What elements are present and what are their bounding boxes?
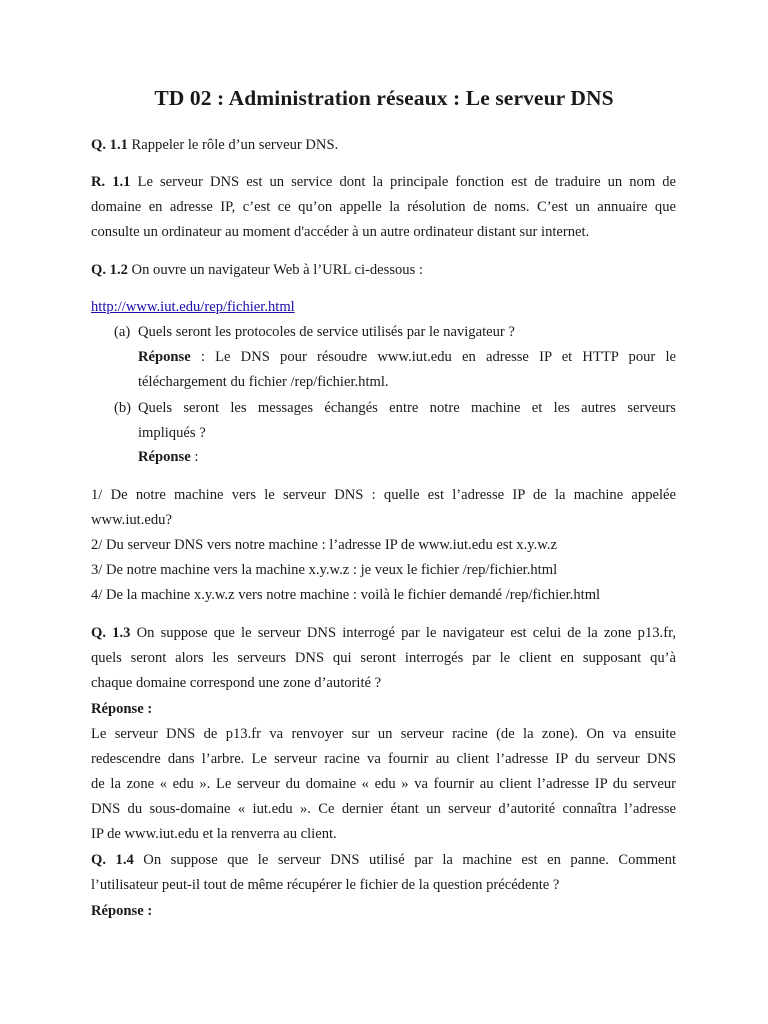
response-1-3-line-1: Le serveur DNS de p13.fr va renvoyer sur un serveur racine (de la zone). On va ensuite bbox=[91, 726, 676, 742]
question-1-2 bbox=[91, 261, 676, 279]
subquestion-b-response bbox=[138, 448, 676, 466]
question-text: Rappeler le rôle d’un serveur DNS. bbox=[127, 137, 339, 153]
question-label: Q. 1.4 bbox=[91, 852, 134, 868]
response-heading: Réponse : bbox=[91, 903, 153, 919]
subquestion-text: Quels seront les protocoles de service utilisés par le navigateur ? bbox=[138, 324, 515, 340]
question-label: Q. 1.1 bbox=[91, 137, 128, 153]
question-text: On suppose que le serveur DNS utilisé par la machine est en panne. Comment bbox=[133, 852, 676, 868]
answer-1-1-line-1 bbox=[91, 173, 676, 191]
question-1-3-line-3: chaque domaine correspond une zone d’autorité ? bbox=[91, 675, 382, 691]
step-3: 3/ De notre machine vers la machine x.y.w.z : je veux le fichier /rep/fichier.html bbox=[91, 562, 558, 578]
answer-1-1-line-2: domaine en adresse IP, c’est ce qu’on appelle la résolution de noms. C’est un annuaire que bbox=[91, 199, 676, 215]
list-marker: (b) bbox=[114, 400, 132, 416]
question-text: On ouvre un navigateur Web à l’URL ci-dessous : bbox=[127, 262, 423, 278]
step-2: 2/ Du serveur DNS vers notre machine : l’adresse IP de www.iut.edu est x.y.w.z bbox=[91, 537, 557, 553]
response-suffix: : bbox=[190, 449, 199, 465]
subquestion-a-response-line-1 bbox=[138, 348, 676, 366]
list-marker: (a) bbox=[114, 324, 131, 340]
response-heading: Réponse : bbox=[91, 701, 153, 717]
response-1-3-line-5: IP de www.iut.edu et la renverra au client. bbox=[91, 826, 337, 842]
url-line bbox=[91, 298, 676, 316]
subquestion-b-line-1: Quels seront les messages échangés entre notre machine et les autres serveurs bbox=[138, 400, 676, 416]
question-label: Q. 1.3 bbox=[91, 625, 131, 641]
subquestion-a-response-line-2: téléchargement du fichier /rep/fichier.html. bbox=[138, 374, 389, 390]
answer-1-1-line-3: consulte un ordinateur au moment d'accéder à un autre ordinateur distant sur internet. bbox=[91, 224, 590, 240]
answer-label: R. 1.1 bbox=[91, 174, 131, 190]
step-1-line-1: 1/ De notre machine vers le serveur DNS : quelle est l’adresse IP de la machine appelée bbox=[91, 487, 676, 503]
question-1-1 bbox=[91, 136, 676, 154]
question-1-3-line-2: quels seront alors les serveurs DNS qui seront interrogés par le client en supposant qu’à bbox=[91, 650, 676, 666]
step-1-line-2: www.iut.edu? bbox=[91, 512, 172, 528]
question-1-4-line-1 bbox=[91, 851, 676, 869]
question-1-3-line-1 bbox=[91, 624, 676, 642]
question-1-4-line-2: l’utilisateur peut-il tout de même récupérer le fichier de la question précédente ? bbox=[91, 877, 560, 893]
step-4: 4/ De la machine x.y.w.z vers notre machine : voilà le fichier demandé /rep/fichier.html bbox=[91, 587, 601, 603]
response-1-3-line-4: DNS du sous-domaine « iut.edu ». Ce dernier étant un serveur d’autorité connaîtra l’adresse bbox=[91, 801, 676, 817]
example-url-link[interactable]: http://www.iut.edu/rep/fichier.html bbox=[91, 299, 295, 315]
question-text: On suppose que le serveur DNS interrogé par le navigateur est celui de la zone p13.fr, bbox=[130, 625, 676, 641]
response-label: Réponse bbox=[138, 449, 191, 465]
answer-text: Le serveur DNS est un service dont la principale fonction est de traduire un nom de bbox=[130, 174, 676, 190]
subquestion-a bbox=[114, 323, 676, 341]
subquestion-b-line-2: impliqués ? bbox=[138, 425, 206, 441]
response-text: : Le DNS pour résoudre www.iut.edu en adresse IP et HTTP pour le bbox=[190, 349, 676, 365]
response-label: Réponse bbox=[138, 349, 191, 365]
response-1-3-line-2: redescendre dans l’arbre. Le serveur racine va fournir au client l’adresse IP du serveur DNS bbox=[91, 751, 676, 767]
response-1-3-line-3: de la zone « edu ». Le serveur du domaine « edu » va fournir au client l’adresse IP du serveur bbox=[91, 776, 676, 792]
page-title: TD 02 : Administration réseaux : Le serveur DNS bbox=[154, 86, 614, 110]
question-label: Q. 1.2 bbox=[91, 262, 128, 278]
